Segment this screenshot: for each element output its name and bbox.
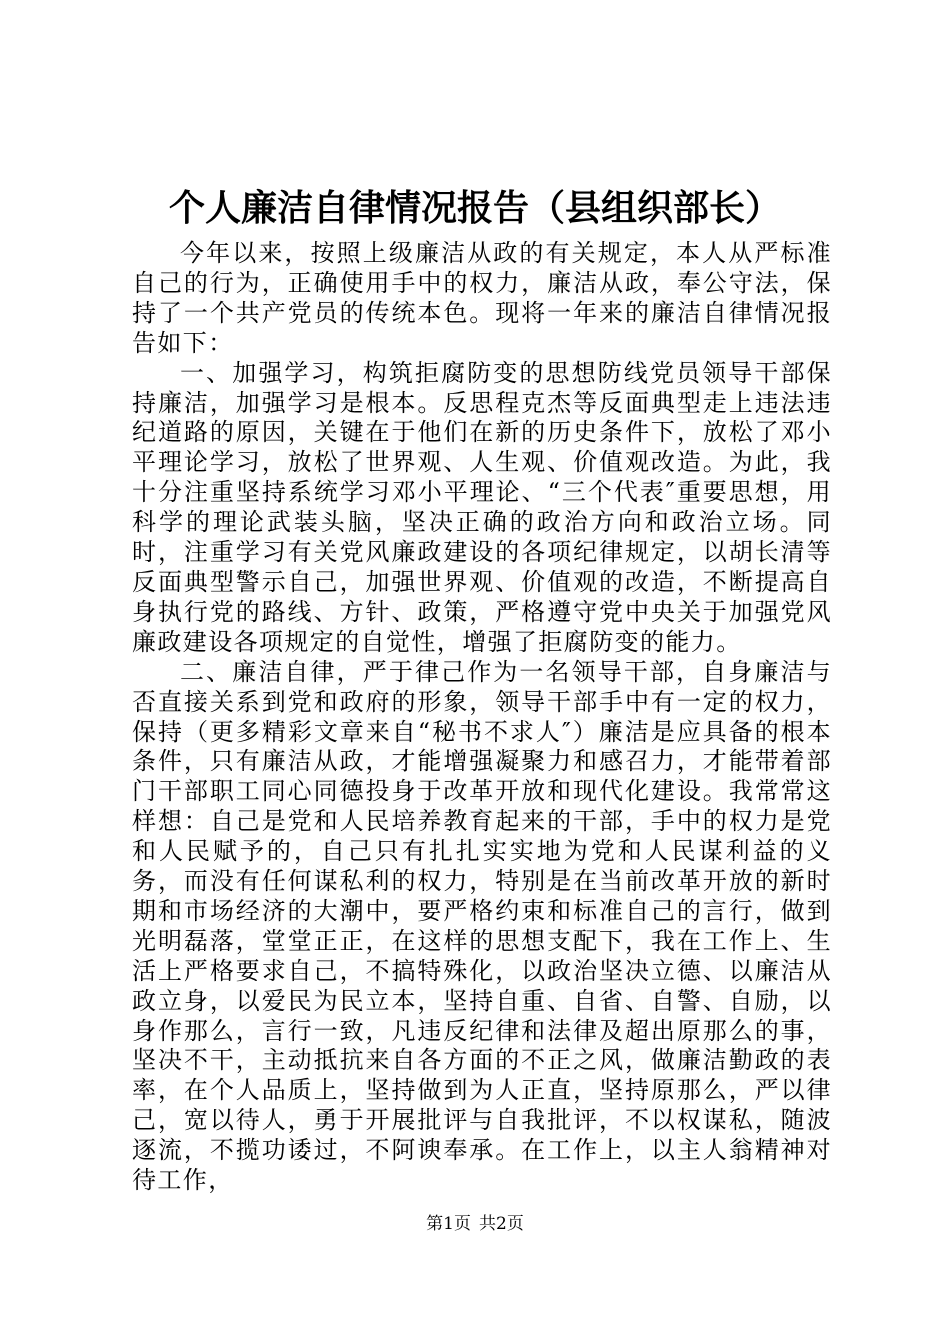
page-footer xyxy=(0,1212,950,1236)
paragraph-section-2: 二、廉洁自律，严于律己作为一名领导干部，自身廉洁与否直接关系到党和政府的形象，领导干部手中有一定的权力，保持（更多精彩文章来自“秘书不求人″）廉洁是应具备的根本条件，只有廉洁从政，才能增强凝聚力和感召力，才能带着部门干部职工同心同德投身于改革开放和现代化建设。我常常这样想：自己是党和人民培养教育起来的干部，手中的权力是党和人民赋予的，自己只有扎扎实实地为党和人民谋利益的义务，而没有任何谋私利的权力，特别是在当前改革开放的新时期和市场经济的大潮中，要严格约束和标准自己的言行，做到光明磊落，堂堂正正，在这样的思想支配下，我在工作上、生活上严格要求自己，不搞特殊化，以政治坚决立德、以廉洁从政立身，以爱民为民立本，坚持自重、自省、自警、自励，以身作那么，言行一致，凡违反纪律和法律及超出原那么的事，坚决不干，主动抵抗来自各方面的不正之风，做廉洁勤政的表率，在个人品质上，坚持做到为人正直，坚持原那么，严以律己，宽以待人，勇于开展批评与自我批评，不以权谋私，随波逐流，不揽功诿过，不阿谀奉承。在工作上，以主人翁精神对待工作， xyxy=(132,657,832,1195)
document-body xyxy=(132,239,832,1196)
paragraph-intro: 今年以来，按照上级廉洁从政的有关规定，本人从严标准自己的行为，正确使用手中的权力，廉洁从政，奉公守法，保持了一个共产党员的传统本色。现将一年来的廉洁自律情况报告如下： xyxy=(132,239,832,357)
page-total: 共2页 xyxy=(479,1214,524,1234)
document-title: 个人廉洁自律情况报告（县组织部长） xyxy=(168,187,781,229)
page-number: 第1页 xyxy=(426,1214,471,1234)
paragraph-section-1: 一、加强学习，构筑拒腐防变的思想防线党员领导干部保持廉洁，加强学习是根本。反思程克杰等反面典型走上违法违纪道路的原因，关键在于他们在新的历史条件下，放松了邓小平理论学习，放松了世界观、人生观、价值观改造。为此，我十分注重坚持系统学习邓小平理论、“三个代表″重要思想，用科学的理论武装头脑，坚决正确的政治方向和政治立场。同时，注重学习有关党风廉政建设的各项纪律规定，以胡长清等反面典型警示自己，加强世界观、价值观的改造，不断提高自身执行党的路线、方针、政策，严格遵守党中央关于加强党风廉政建设各项规定的自觉性，增强了拒腐防变的能力。 xyxy=(132,358,832,656)
